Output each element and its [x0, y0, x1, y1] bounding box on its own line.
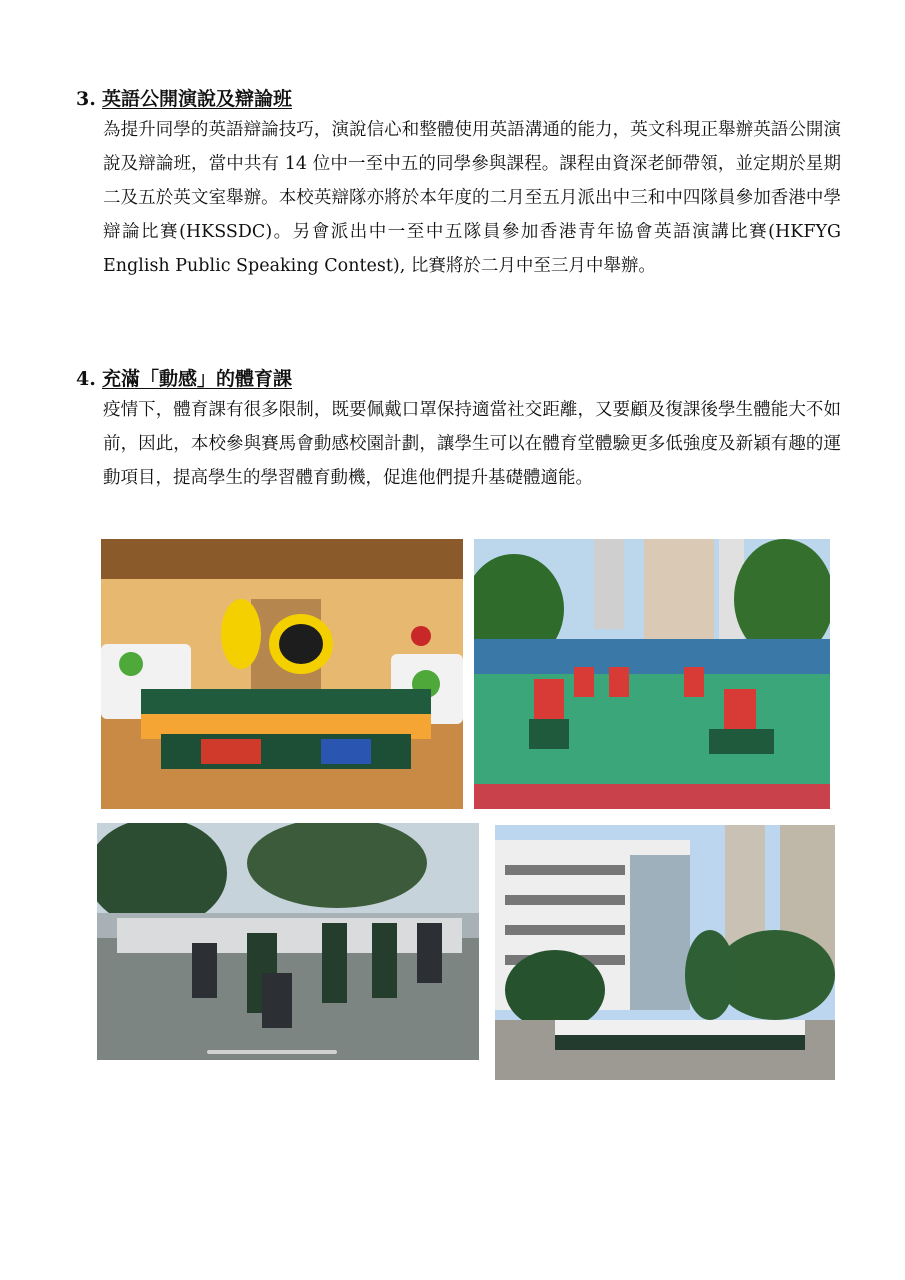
section-heading: [76, 85, 846, 113]
section-pe-class: [76, 365, 846, 495]
section-english-speaking: [76, 85, 846, 283]
photo-school-courtyard: [495, 825, 835, 1080]
section-heading: [76, 365, 846, 393]
photo-group-indoor: [101, 539, 463, 809]
photo-court-exercise: [474, 539, 830, 809]
section-body: 疫情下，體育課有很多限制，既要佩戴口罩保持適當社交距離，又要顧及復課後學生體能大不如前，因此，本校參與賽馬會動感校園計劃，讓學生可以在體育堂體驗更多低強度及新穎有趣的運動項目，提高學生的學習體育動機，促進他們提升基礎體適能。: [103, 400, 841, 488]
section-title: 英語公開演說及辯論班: [102, 88, 293, 110]
photo-playground-dance: [97, 823, 479, 1060]
section-title: 充滿「動感」的體育課: [102, 368, 293, 390]
section-number: 3.: [76, 88, 96, 110]
section-number: 4.: [76, 368, 96, 390]
section-body: 為提升同學的英語辯論技巧，演說信心和整體使用英語溝通的能力，英文科現正舉辦英語公開演說及辯論班，當中共有 14 位中一至中五的同學參與課程。課程由資深老師帶領，並定期於星期二及五於英文室舉辦。本校英辯隊亦將於本年度的二月至五月派出中三和中四隊員參加香港中學辯論比賽(HKSSDC)。另會派出中一至中五隊員參加香港青年協會英語演講比賽(HKFYG English Public Speaking Contest), 比賽將於二月中至三月中舉辦。: [103, 120, 841, 276]
